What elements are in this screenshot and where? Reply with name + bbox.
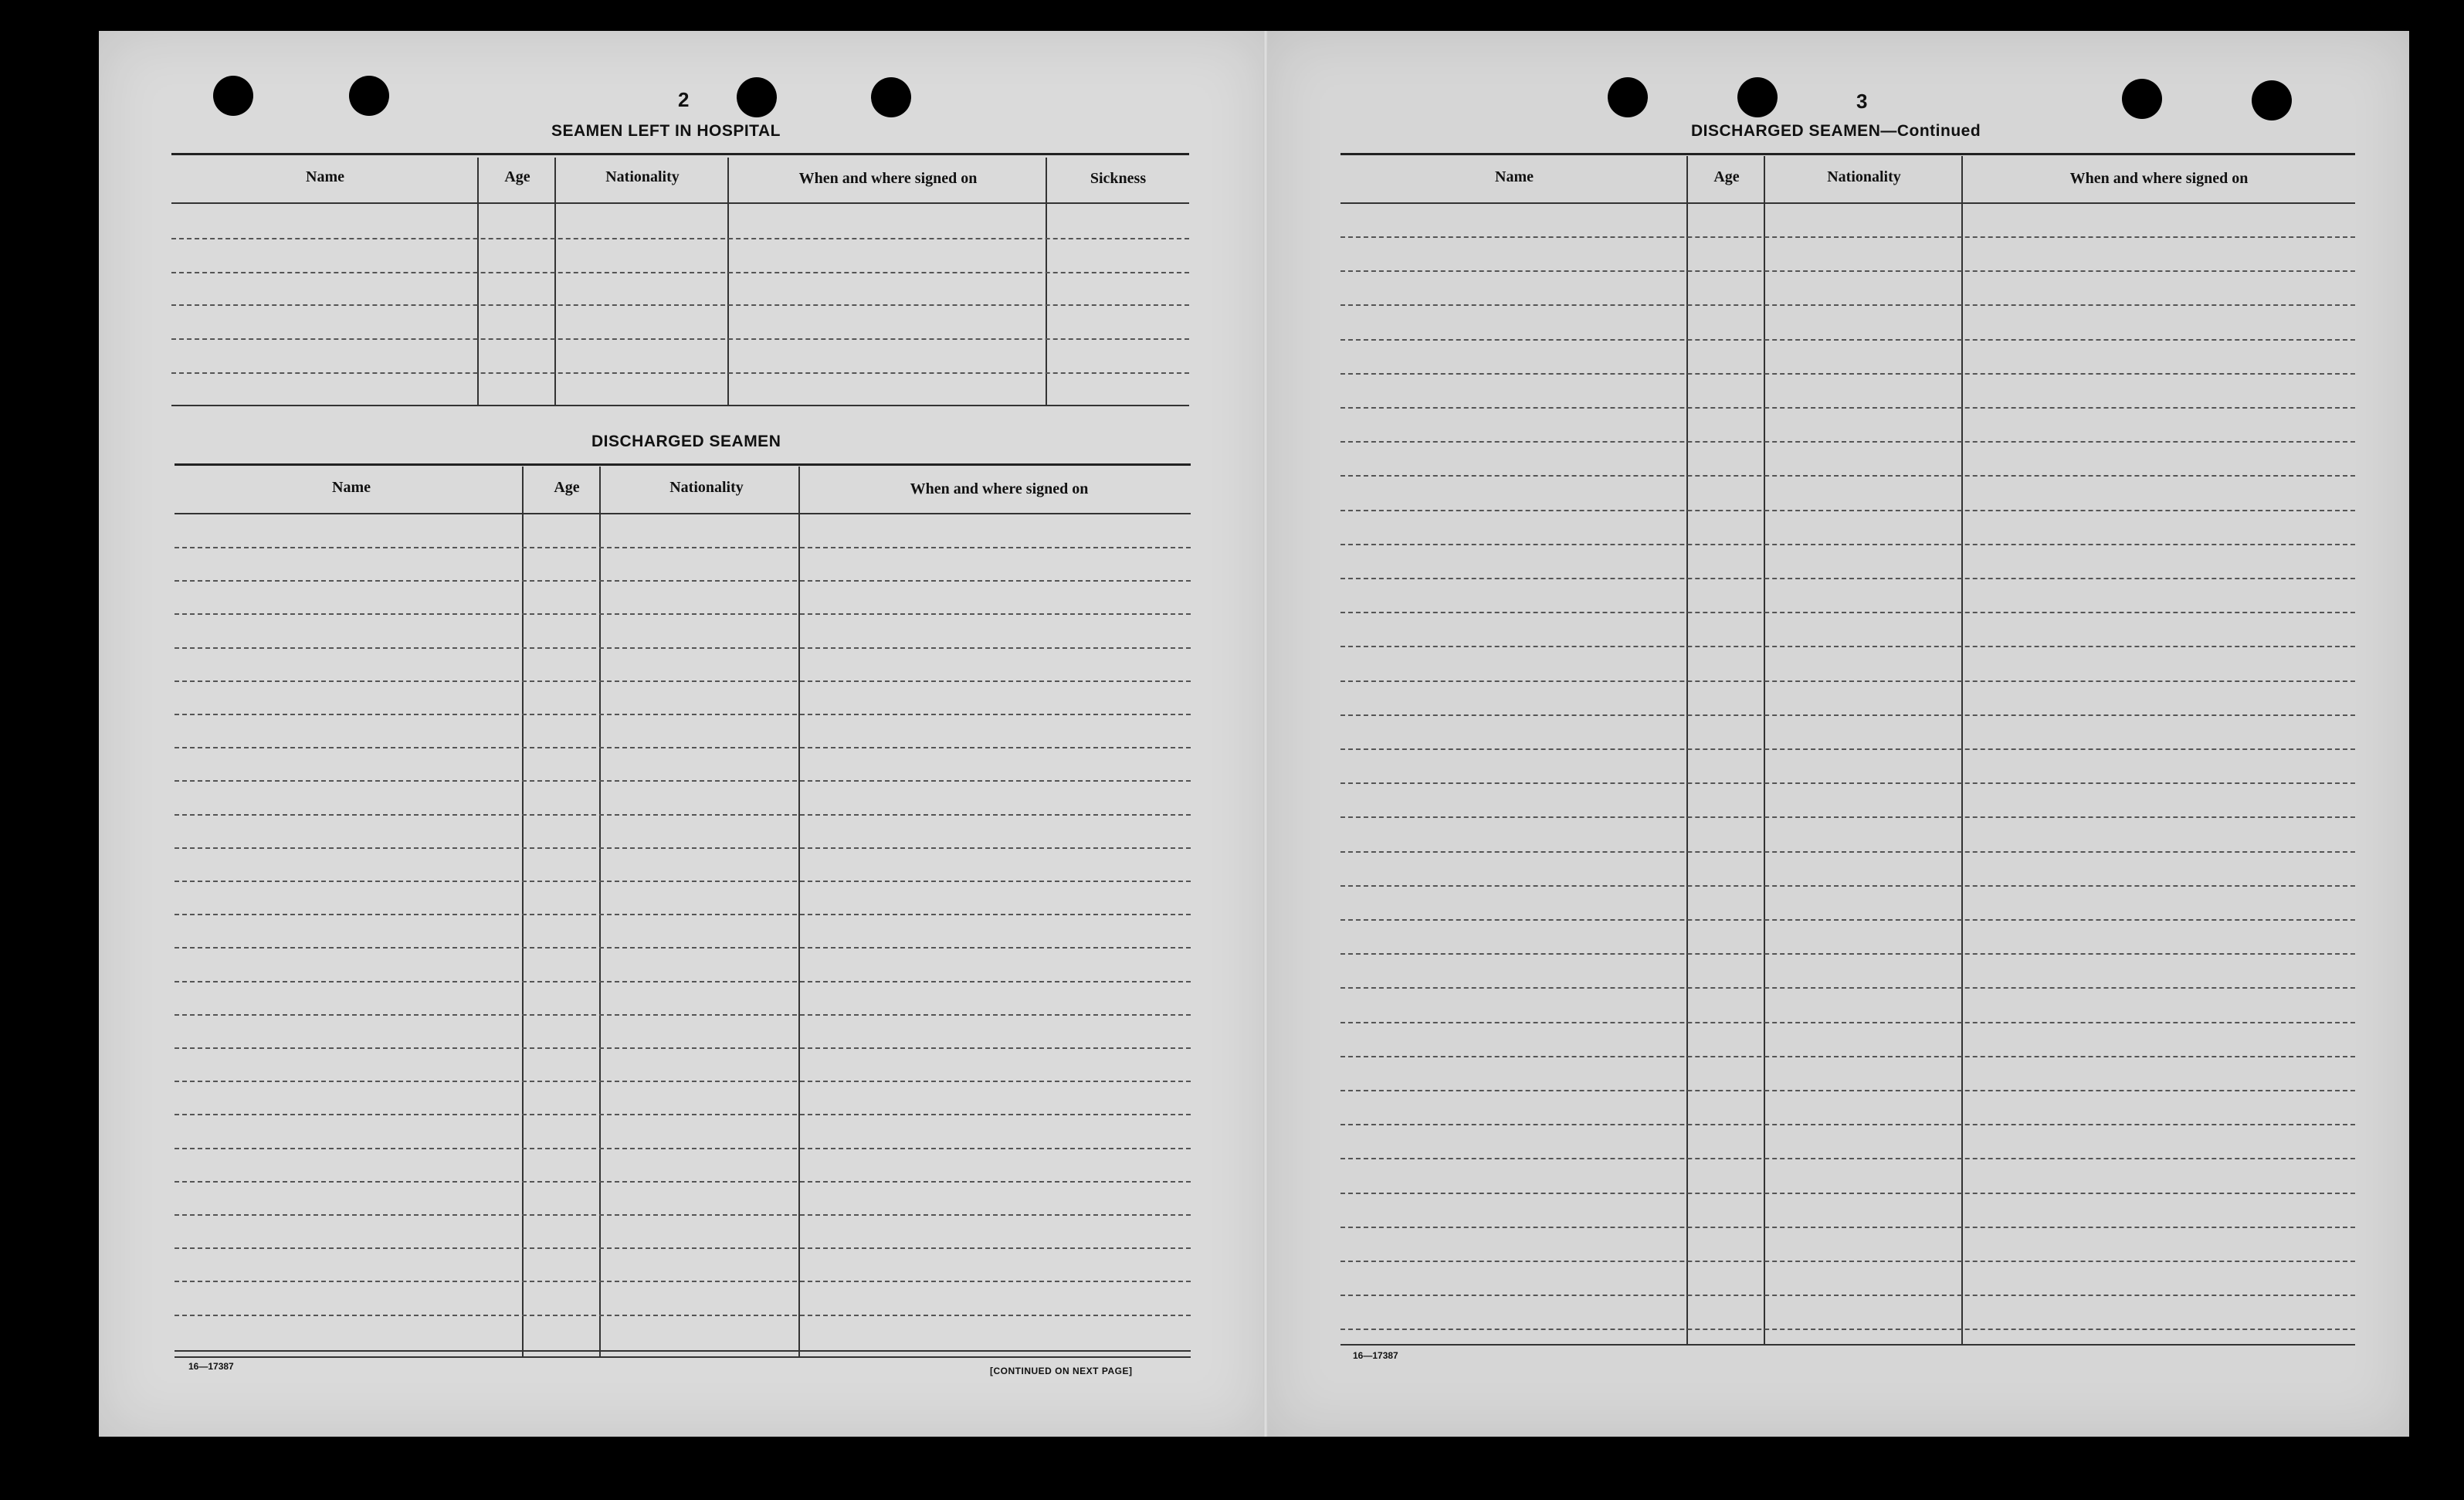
column-header-signed-on: When and where signed on <box>798 170 978 187</box>
ruled-line <box>175 947 1191 949</box>
ruled-line <box>1340 1022 2355 1023</box>
column-header-age: Age <box>504 168 530 185</box>
punch-hole <box>349 76 389 116</box>
column-header-nationality: Nationality <box>605 168 680 185</box>
ruled-line <box>175 1148 1191 1149</box>
ruled-line <box>1340 475 2355 477</box>
ruled-line <box>175 547 1191 548</box>
column-header-nationality: Nationality <box>1827 168 1901 185</box>
ruled-line <box>175 881 1191 882</box>
title-suffix: —Continued <box>1880 122 1981 140</box>
ruled-line <box>1340 1261 2355 1262</box>
ruled-line <box>1340 441 2355 443</box>
ruled-line <box>1340 680 2355 682</box>
punch-hole <box>213 76 253 116</box>
ruled-line <box>175 1114 1191 1115</box>
ruled-line <box>1340 919 2355 921</box>
punch-hole <box>2122 79 2162 119</box>
form-number: 16—17387 <box>188 1361 234 1372</box>
ruled-line <box>1340 1193 2355 1194</box>
ruled-line <box>1340 714 2355 716</box>
ruled-line <box>175 613 1191 615</box>
title-main: DISCHARGED SEAMEN <box>1691 122 1881 140</box>
ruled-line <box>1340 646 2355 647</box>
column-header-nationality: Nationality <box>669 479 744 496</box>
punch-hole <box>871 77 911 117</box>
column-header-signed-on: When and where signed on <box>2069 170 2249 187</box>
ruled-line <box>175 714 1191 715</box>
ruled-line <box>1340 1329 2355 1330</box>
ruled-line <box>1340 1227 2355 1228</box>
punch-hole <box>737 77 777 117</box>
ruled-line <box>175 1315 1191 1316</box>
discharged-section-title: DISCHARGED SEAMEN <box>591 433 781 450</box>
ruled-line <box>1340 987 2355 989</box>
ruled-line <box>1340 373 2355 375</box>
ruled-line <box>1340 1056 2355 1057</box>
ruled-line <box>1340 851 2355 853</box>
ruled-line <box>1340 510 2355 511</box>
continued-note: [CONTINUED ON NEXT PAGE] <box>990 1366 1133 1376</box>
ruled-line <box>1340 304 2355 306</box>
column-header-name: Name <box>1495 168 1534 185</box>
ruled-line <box>1340 270 2355 272</box>
hospital-table <box>171 150 1189 412</box>
ruled-line <box>175 1014 1191 1016</box>
ruled-line <box>1340 1124 2355 1125</box>
ruled-line <box>175 647 1191 649</box>
ruled-line <box>175 847 1191 849</box>
ruled-line <box>175 580 1191 582</box>
ruled-line <box>175 914 1191 915</box>
hospital-section-title: SEAMEN LEFT IN HOSPITAL <box>551 122 781 140</box>
ruled-line <box>175 680 1191 682</box>
page-number: 2 <box>678 88 690 111</box>
column-header-age: Age <box>1713 168 1740 185</box>
ruled-line <box>1340 1295 2355 1296</box>
ruled-line <box>1340 544 2355 545</box>
column-header-name: Name <box>306 168 344 185</box>
ruled-line <box>1340 885 2355 887</box>
discharged-continued-table <box>1340 150 2355 1349</box>
ruled-line <box>175 814 1191 816</box>
ruled-line <box>1340 748 2355 750</box>
punch-hole <box>1737 77 1778 117</box>
ruled-line <box>1340 816 2355 818</box>
discharged-table <box>175 460 1191 1361</box>
ruled-line <box>175 1047 1191 1049</box>
ruled-line <box>175 1214 1191 1216</box>
ruled-line <box>175 1281 1191 1282</box>
ruled-line <box>175 981 1191 982</box>
ruled-line <box>1340 782 2355 784</box>
ruled-line <box>175 747 1191 748</box>
ruled-line <box>1340 1158 2355 1159</box>
form-number: 16—17387 <box>1353 1350 1398 1361</box>
ruled-line <box>175 780 1191 782</box>
ruled-line <box>1340 953 2355 955</box>
ruled-line <box>175 1081 1191 1082</box>
ruled-line <box>1340 236 2355 238</box>
column-header-signed-on: When and where signed on <box>910 480 1089 497</box>
column-header-age: Age <box>554 479 580 496</box>
column-header-sickness: Sickness <box>1090 170 1147 187</box>
page-number: 3 <box>1856 90 1868 113</box>
ruled-line <box>175 1181 1191 1183</box>
page-fold <box>1263 31 1268 1437</box>
ruled-line <box>1340 612 2355 613</box>
ruled-line <box>175 1247 1191 1249</box>
ruled-line <box>1340 1090 2355 1091</box>
discharged-continued-title <box>1691 122 1981 141</box>
ruled-line <box>1340 578 2355 579</box>
punch-hole <box>2252 80 2292 120</box>
ruled-line <box>1340 339 2355 341</box>
punch-hole <box>1608 77 1648 117</box>
column-header-name: Name <box>332 479 371 496</box>
ruled-line <box>1340 407 2355 409</box>
